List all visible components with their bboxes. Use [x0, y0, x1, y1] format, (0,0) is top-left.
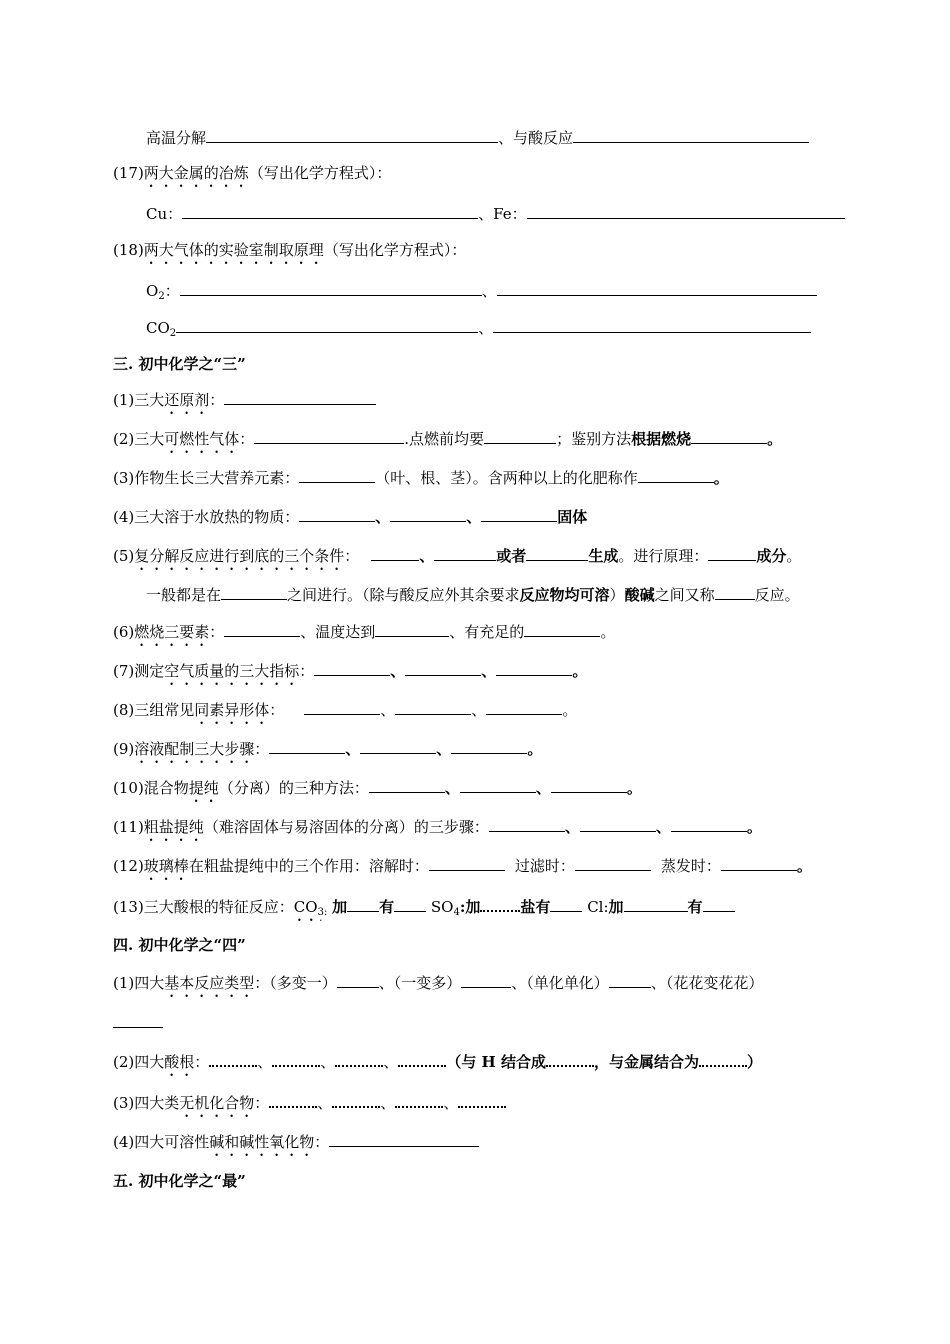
answer-blank[interactable] — [395, 1091, 443, 1108]
item-18-o2: $O_2$： 、 — [146, 280, 817, 301]
answer-blank[interactable] — [375, 621, 449, 637]
item-4-1-cont — [113, 1012, 163, 1033]
answer-blank[interactable] — [493, 317, 811, 333]
answer-blank[interactable] — [429, 855, 505, 871]
answer-blank[interactable] — [458, 1091, 506, 1108]
answer-blank[interactable] — [337, 972, 379, 988]
answer-blank[interactable] — [304, 699, 380, 715]
answer-blank[interactable] — [551, 777, 627, 793]
answer-blank[interactable] — [715, 584, 755, 600]
answer-blank[interactable] — [489, 816, 565, 832]
item-4-3: (3)四大类无机化合物： 、 、 、 — [113, 1091, 506, 1121]
answer-blank[interactable] — [699, 1050, 747, 1067]
answer-blank[interactable] — [480, 895, 520, 912]
item-17-answers: Cu： 、Fe： — [146, 203, 845, 224]
item-3-7: (7)测定空气质量的三大指标： 、 、 。 — [113, 662, 588, 680]
answer-blank[interactable] — [395, 699, 471, 715]
answer-blank[interactable] — [269, 1091, 317, 1108]
answer-blank[interactable] — [113, 1012, 163, 1028]
answer-blank[interactable] — [546, 1050, 594, 1067]
answer-blank[interactable] — [703, 896, 735, 912]
item-3-2: (2)三大可燃性气体： .点燃前均要 ；鉴别方法根据燃烧 。 — [113, 430, 783, 448]
answer-blank[interactable] — [496, 660, 572, 676]
answer-blank[interactable] — [224, 389, 376, 405]
answer-blank[interactable] — [624, 896, 688, 912]
item-3-6: (6)燃烧三要素： 、温度达到 、有充足的 。 — [113, 623, 616, 641]
answer-blank[interactable] — [481, 506, 557, 522]
answer-blank[interactable] — [360, 738, 436, 754]
item-3-5-cont: 一般都是在 之间进行。（除与酸反应外其余要求反应物均可溶）酸碱之间又称 反应。 — [146, 586, 800, 604]
section-heading-five: 五. 初中化学之“最” — [113, 1172, 246, 1190]
item-3-12: (12)玻璃棒在粗盐提纯中的三个作用：溶解时： 过滤时： 蒸发时： 。 — [113, 857, 812, 875]
answer-blank[interactable] — [434, 545, 496, 561]
answer-blank[interactable] — [221, 584, 287, 600]
answer-blank[interactable] — [254, 428, 404, 444]
answer-blank[interactable] — [484, 428, 556, 444]
answer-blank[interactable] — [691, 428, 767, 444]
answer-blank[interactable] — [180, 280, 482, 296]
answer-blank[interactable] — [335, 1050, 383, 1067]
answer-blank[interactable] — [524, 621, 600, 637]
answer-blank[interactable] — [347, 896, 379, 912]
item-4-4: (4)四大可溶性碱和碱性氧化物： — [113, 1131, 479, 1160]
answer-blank[interactable] — [573, 127, 809, 143]
answer-blank[interactable] — [460, 777, 536, 793]
answer-blank[interactable] — [182, 203, 478, 219]
answer-blank[interactable] — [451, 738, 527, 754]
item-3-3: (3)作物生长三大营养元素： （叶、根、茎）。含两种以上的化肥称作 。 — [113, 469, 729, 487]
answer-blank[interactable] — [671, 816, 747, 832]
item-3-10: (10)混合物提纯（分离）的三种方法： 、 、 。 — [113, 779, 642, 797]
answer-blank[interactable] — [526, 545, 588, 561]
answer-blank[interactable] — [486, 699, 562, 715]
item-3-8: (8)三组常见同素异形体： 、 、 。 — [113, 701, 578, 719]
answer-blank[interactable] — [708, 545, 756, 561]
answer-blank[interactable] — [405, 660, 481, 676]
item-3-11: (11)粗盐提纯（难溶固体与易溶固体的分离）的三步骤： 、 、 。 — [113, 818, 762, 836]
answer-blank[interactable] — [497, 280, 817, 296]
answer-blank[interactable] — [575, 855, 651, 871]
answer-blank[interactable] — [314, 660, 390, 676]
answer-blank[interactable] — [329, 1131, 479, 1147]
answer-blank[interactable] — [299, 467, 375, 483]
item-3-4: (4)三大溶于水放热的物质： 、 、 固体 — [113, 508, 588, 526]
answer-blank[interactable] — [390, 506, 466, 522]
answer-blank[interactable] — [209, 1050, 257, 1067]
answer-blank[interactable] — [224, 621, 300, 637]
item-17: (17)两大金属的冶炼（写出化学方程式）： — [113, 164, 392, 182]
answer-blank[interactable] — [580, 816, 656, 832]
answer-blank[interactable] — [398, 1050, 446, 1067]
item-3-13: (13)三大酸根的特征反应：$CO_{3:}$ 加 有 $SO_4$:加 盐有 Cl:加 有 — [113, 895, 735, 925]
item-3-1: (1)三大还原剂： — [113, 389, 376, 418]
item-18: (18)两大气体的实验室制取原理（写出化学方程式）： — [113, 241, 467, 259]
answer-blank[interactable] — [461, 972, 511, 988]
answer-blank[interactable] — [332, 1091, 380, 1108]
answer-blank[interactable] — [371, 545, 419, 561]
item-18-co2: $CO_2$ 、 — [146, 317, 811, 338]
answer-blank[interactable] — [609, 972, 651, 988]
section-heading-three: 三. 初中化学之“三” — [113, 355, 246, 373]
answer-blank[interactable] — [206, 127, 498, 143]
answer-blank[interactable] — [272, 1050, 320, 1067]
answer-blank[interactable] — [176, 317, 478, 333]
line-decompose: 高温分解 、与酸反应 — [146, 127, 809, 148]
item-3-5: (5)复分解反应进行到底的三个条件： 、 或者 生成。进行原理： 成分。 — [113, 547, 802, 565]
answer-blank[interactable] — [527, 203, 845, 219]
answer-blank[interactable] — [721, 855, 797, 871]
answer-blank[interactable] — [299, 506, 375, 522]
answer-blank[interactable] — [638, 467, 714, 483]
answer-blank[interactable] — [269, 738, 345, 754]
item-4-1: (1)四大基本反应类型：（多变一） 、（一变多） 、（单化单化） 、（花花变花花） — [113, 974, 764, 992]
answer-blank[interactable] — [369, 777, 445, 793]
item-4-2: (2)四大酸根： 、 、 、 （与 H 结合成 ，与金属结合为 ） — [113, 1050, 762, 1080]
answer-blank[interactable] — [550, 896, 582, 912]
item-3-9: (9)溶液配制三大步骤： 、 、 。 — [113, 740, 543, 758]
answer-blank[interactable] — [394, 896, 426, 912]
section-heading-four: 四. 初中化学之“四” — [113, 936, 246, 954]
